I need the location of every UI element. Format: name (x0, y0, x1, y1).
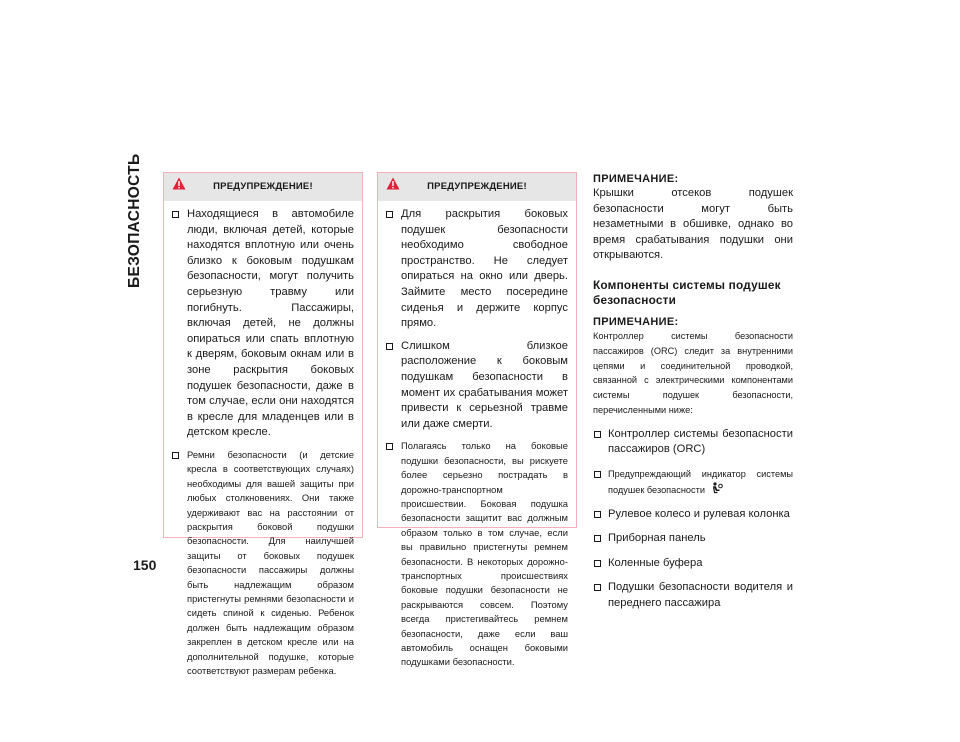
list-item-text: Рулевое колесо и рулевая колонка (608, 507, 790, 520)
warning-item: Слишком близкое расположение к боковым подушкам безопасности в момент их срабатывания может привести к серьезной травме или даже смерти. (384, 339, 568, 433)
note-label: ПРИМЕЧАНИЕ: (593, 173, 679, 185)
list-item-text: Контроллер системы безопасности пассажиров (ORC) (608, 427, 793, 456)
warning-header (378, 173, 576, 201)
warning-title: ПРЕДУПРЕЖДЕНИЕ! (213, 181, 313, 192)
list-item-text: Коленные буфера (608, 556, 703, 569)
list-item-text: Подушки безопасности водителя и переднего пассажира (608, 581, 793, 609)
list-item (593, 580, 793, 611)
warning-item: Ремни безопасности (и детские кресла в соответствующих случаях) необходимы для вашей защиты при любых столкновениях. Они также удерживают вас на расстоянии от раскрытия боковой подушки безопасности. Для наилучшей защиты от боковых подушек безопасности пассажиры должны быть надлежащим образом пристегнуты ремнями безопасности и сидеть спиной к сиденью. Ребенок должен быть надлежащим образом закреплен в детском кресле или на дополнительной подушке, которые соответствуют размерам ребенка. (170, 448, 354, 679)
warning-item: Находящиеся в автомобиле люди, включая детей, которые находятся вплотную или очень близко к боковым подушкам безопасности, могут получить серьезную травму или погибнуть. Пассажиры, включая детей, не должны опираться или спать вплотную к дверям, боковым окнам или в зоне раскрытия боковых подушек безопасности, даже в том случае, если они находятся в кресле для младенцев или в детском кресле. (170, 207, 354, 441)
list-item-text: Предупреждающий индикатор системы подушек безопасности (608, 468, 793, 495)
list-item (593, 427, 793, 458)
right-column (593, 173, 793, 612)
warning-box-middle (377, 172, 577, 668)
warning-title: ПРЕДУПРЕЖДЕНИЕ! (427, 181, 527, 192)
warning-header (164, 173, 362, 201)
note-label: ПРИМЕЧАНИЕ: (593, 315, 679, 328)
warning-box-left (163, 172, 363, 676)
warning-item: Полагаясь только на боковые подушки безопасности, вы рискуете более серьезно пострадать в дорожно-транспортном происшествии. Боковая подушка безопасности защитит вас должным образом только в том случае, если вы правильно пристегнуты ремнем безопасности. В некоторых дорожно-транспортных происшествиях боковые подушки безопасности не раскрываются совсем. Поэтому всегда пристегивайтесь ремнем безопасности, даже если ваш автомобиль оснащен боковыми подушками безопасности. (384, 439, 568, 670)
list-item (593, 556, 793, 572)
warning-item: Для раскрытия боковых подушек безопасности необходимо свободное пространство. Не следует опираться на окно или дверь. Займите место посередине сиденья и держите корпус прямо. (384, 207, 568, 332)
page-number: 150 (133, 557, 157, 573)
list-item (593, 507, 793, 523)
list-item-text: Приборная панель (608, 532, 706, 545)
section-tab-label: БЕЗОПАСНОСТЬ (126, 153, 143, 288)
section-heading: Компоненты системы подушек безопасности (593, 277, 781, 307)
note-text: Контроллер системы безопасности пассажиров (ORC) следит за внутренними цепями и соединительной проводкой, связанной с электрическими компонентами системы подушек безопасности, перечисленными ниже: (593, 330, 793, 415)
section-tab (124, 153, 156, 290)
list-item (593, 467, 793, 498)
note-text: Крышки отсеков подушек безопасности могут быть незаметными в обшивке, однако во время срабатывания подушки они открываются. (593, 187, 793, 262)
list-item (593, 531, 793, 547)
airbag-indicator-icon (711, 482, 723, 494)
